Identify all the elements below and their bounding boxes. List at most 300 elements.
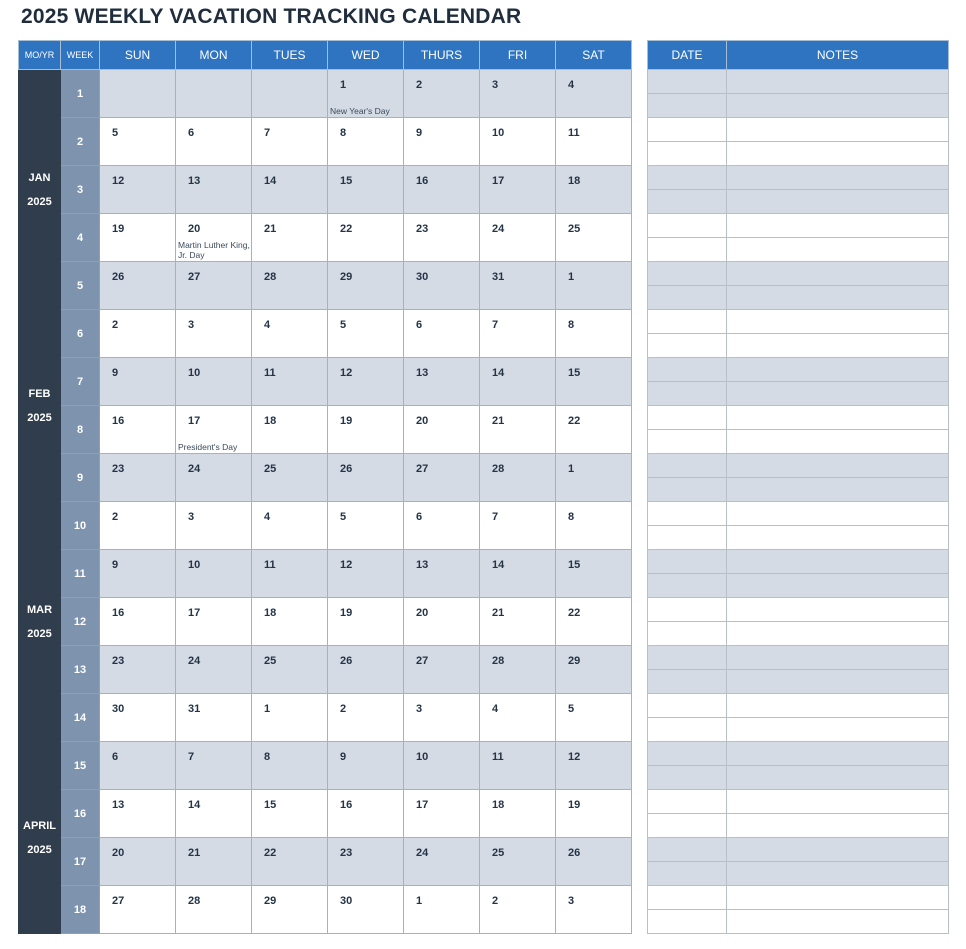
day-cell-fri[interactable] bbox=[480, 70, 556, 118]
day-cell-sun[interactable] bbox=[100, 166, 176, 214]
day-cell-sun[interactable] bbox=[100, 598, 176, 646]
day-number: 3 bbox=[188, 319, 195, 331]
week-number-cell: 4 bbox=[61, 214, 100, 262]
day-cell-sat[interactable] bbox=[556, 742, 632, 790]
day-number: 9 bbox=[340, 751, 347, 763]
notes-row bbox=[648, 910, 949, 934]
date-cell[interactable] bbox=[648, 358, 727, 382]
day-cell-sun[interactable] bbox=[100, 214, 176, 262]
date-cell[interactable] bbox=[648, 94, 727, 118]
day-cell-thurs[interactable] bbox=[404, 310, 480, 358]
date-cell[interactable] bbox=[648, 694, 727, 718]
day-cell-thurs[interactable] bbox=[404, 166, 480, 214]
notes-row bbox=[648, 334, 949, 358]
notes-row bbox=[648, 406, 949, 430]
day-cell-thurs[interactable] bbox=[404, 214, 480, 262]
day-number: 24 bbox=[188, 463, 201, 475]
day-number: 27 bbox=[112, 895, 125, 907]
day-cell-wed[interactable] bbox=[328, 118, 404, 166]
month-label-cell bbox=[19, 310, 61, 502]
notes-cell[interactable] bbox=[727, 502, 949, 526]
day-cell-thurs[interactable] bbox=[404, 742, 480, 790]
notes-row bbox=[648, 142, 949, 166]
day-cell-tues[interactable] bbox=[252, 790, 328, 838]
day-cell-tues[interactable] bbox=[252, 742, 328, 790]
day-number: 2 bbox=[112, 319, 119, 331]
day-cell-tues[interactable] bbox=[252, 118, 328, 166]
date-cell[interactable] bbox=[648, 526, 727, 550]
day-number: 3 bbox=[568, 895, 575, 907]
date-cell[interactable] bbox=[648, 382, 727, 406]
day-cell-fri[interactable] bbox=[480, 118, 556, 166]
day-number: 18 bbox=[264, 415, 277, 427]
day-cell-sun[interactable] bbox=[100, 118, 176, 166]
day-number: 26 bbox=[112, 271, 125, 283]
day-number: 2 bbox=[416, 79, 423, 91]
day-cell-tues[interactable] bbox=[252, 694, 328, 742]
day-number: 5 bbox=[340, 511, 347, 523]
notes-row bbox=[648, 382, 949, 406]
day-cell-sat[interactable] bbox=[556, 550, 632, 598]
notes-header: NOTES bbox=[727, 41, 949, 70]
day-number: 28 bbox=[188, 895, 201, 907]
day-cell-sun[interactable] bbox=[100, 70, 176, 118]
day-cell-thurs[interactable] bbox=[404, 406, 480, 454]
notes-cell[interactable] bbox=[727, 94, 949, 118]
month-name: MAR bbox=[26, 603, 53, 616]
day-number: 1 bbox=[264, 703, 271, 715]
notes-cell[interactable] bbox=[727, 358, 949, 382]
date-cell[interactable] bbox=[648, 598, 727, 622]
date-cell[interactable] bbox=[648, 334, 727, 358]
week-row bbox=[19, 118, 632, 166]
day-cell-thurs[interactable] bbox=[404, 694, 480, 742]
day-cell-mon[interactable] bbox=[176, 70, 252, 118]
day-number: 20 bbox=[416, 607, 429, 619]
day-number: 26 bbox=[340, 655, 353, 667]
date-cell[interactable] bbox=[648, 238, 727, 262]
day-number: 14 bbox=[492, 367, 505, 379]
date-cell[interactable] bbox=[648, 118, 727, 142]
date-cell[interactable] bbox=[648, 742, 727, 766]
day-cell-mon[interactable] bbox=[176, 838, 252, 886]
day-number: 19 bbox=[112, 223, 125, 235]
day-cell-fri[interactable] bbox=[480, 454, 556, 502]
day-cell-fri[interactable] bbox=[480, 838, 556, 886]
notes-cell[interactable] bbox=[727, 286, 949, 310]
week-row bbox=[19, 550, 632, 598]
day-number: 8 bbox=[340, 127, 347, 139]
day-cell-wed[interactable] bbox=[328, 550, 404, 598]
day-cell-sat[interactable] bbox=[556, 358, 632, 406]
day-cell-thurs[interactable] bbox=[404, 70, 480, 118]
notes-row bbox=[648, 790, 949, 814]
day-cell-mon[interactable] bbox=[176, 694, 252, 742]
date-cell[interactable] bbox=[648, 646, 727, 670]
notes-cell[interactable] bbox=[727, 790, 949, 814]
day-cell-thurs[interactable] bbox=[404, 358, 480, 406]
date-cell[interactable] bbox=[648, 910, 727, 934]
day-cell-mon[interactable] bbox=[176, 262, 252, 310]
day-cell-mon[interactable] bbox=[176, 598, 252, 646]
day-number: 23 bbox=[112, 655, 125, 667]
week-number-cell: 13 bbox=[61, 646, 100, 694]
vacation-calendar-table bbox=[18, 40, 632, 934]
day-cell-wed[interactable] bbox=[328, 310, 404, 358]
notes-row bbox=[648, 622, 949, 646]
notes-cell[interactable] bbox=[727, 478, 949, 502]
day-number: 7 bbox=[188, 751, 195, 763]
notes-cell[interactable] bbox=[727, 454, 949, 478]
day-cell-fri[interactable] bbox=[480, 550, 556, 598]
notes-cell[interactable] bbox=[727, 550, 949, 574]
day-number: 19 bbox=[568, 799, 581, 811]
day-number: 15 bbox=[568, 367, 581, 379]
day-cell-mon[interactable] bbox=[176, 358, 252, 406]
day-number: 18 bbox=[568, 175, 581, 187]
day-cell-sat[interactable] bbox=[556, 214, 632, 262]
day-cell-tues[interactable] bbox=[252, 70, 328, 118]
day-cell-fri[interactable] bbox=[480, 886, 556, 934]
sat-header: SAT bbox=[556, 41, 632, 70]
day-number: 15 bbox=[568, 559, 581, 571]
day-cell-sat[interactable] bbox=[556, 598, 632, 646]
day-cell-fri[interactable] bbox=[480, 262, 556, 310]
day-cell-tues[interactable] bbox=[252, 646, 328, 694]
day-cell-tues[interactable] bbox=[252, 550, 328, 598]
date-cell[interactable] bbox=[648, 478, 727, 502]
day-cell-sun[interactable] bbox=[100, 358, 176, 406]
day-cell-tues[interactable] bbox=[252, 262, 328, 310]
day-cell-mon[interactable] bbox=[176, 550, 252, 598]
day-cell-thurs[interactable] bbox=[404, 118, 480, 166]
day-number: 17 bbox=[188, 607, 201, 619]
day-number: 3 bbox=[492, 79, 499, 91]
day-cell-thurs[interactable] bbox=[404, 262, 480, 310]
day-number: 6 bbox=[416, 511, 423, 523]
day-cell-sun[interactable] bbox=[100, 646, 176, 694]
notes-cell[interactable] bbox=[727, 166, 949, 190]
date-cell[interactable] bbox=[648, 622, 727, 646]
day-cell-mon[interactable] bbox=[176, 886, 252, 934]
notes-cell[interactable] bbox=[727, 118, 949, 142]
date-cell[interactable] bbox=[648, 454, 727, 478]
day-number: 20 bbox=[188, 223, 201, 235]
notes-cell[interactable] bbox=[727, 334, 949, 358]
day-number: 20 bbox=[112, 847, 125, 859]
day-number: 7 bbox=[492, 511, 499, 523]
day-cell-tues[interactable] bbox=[252, 454, 328, 502]
day-number: 1 bbox=[568, 271, 575, 283]
day-cell-thurs[interactable] bbox=[404, 598, 480, 646]
notes-row bbox=[648, 886, 949, 910]
date-cell[interactable] bbox=[648, 286, 727, 310]
day-number: 21 bbox=[492, 415, 505, 427]
date-cell[interactable] bbox=[648, 862, 727, 886]
day-cell-thurs[interactable] bbox=[404, 454, 480, 502]
day-cell-sat[interactable] bbox=[556, 502, 632, 550]
day-cell-wed[interactable] bbox=[328, 406, 404, 454]
date-cell[interactable] bbox=[648, 814, 727, 838]
week-row bbox=[19, 70, 632, 118]
day-cell-sun[interactable] bbox=[100, 790, 176, 838]
date-cell[interactable] bbox=[648, 766, 727, 790]
day-number: 12 bbox=[340, 367, 353, 379]
day-cell-fri[interactable] bbox=[480, 406, 556, 454]
fri-header: FRI bbox=[480, 41, 556, 70]
date-cell[interactable] bbox=[648, 310, 727, 334]
notes-cell[interactable] bbox=[727, 430, 949, 454]
date-cell[interactable] bbox=[648, 262, 727, 286]
notes-cell[interactable] bbox=[727, 190, 949, 214]
notes-cell[interactable] bbox=[727, 262, 949, 286]
day-number: 2 bbox=[112, 511, 119, 523]
day-cell-fri[interactable] bbox=[480, 742, 556, 790]
day-cell-mon[interactable] bbox=[176, 790, 252, 838]
day-cell-fri[interactable] bbox=[480, 694, 556, 742]
notes-cell[interactable] bbox=[727, 238, 949, 262]
week-row bbox=[19, 166, 632, 214]
day-cell-mon[interactable] bbox=[176, 742, 252, 790]
date-cell[interactable] bbox=[648, 214, 727, 238]
day-number: 18 bbox=[492, 799, 505, 811]
day-cell-sat[interactable] bbox=[556, 262, 632, 310]
date-cell[interactable] bbox=[648, 190, 727, 214]
day-cell-tues[interactable] bbox=[252, 598, 328, 646]
day-cell-fri[interactable] bbox=[480, 598, 556, 646]
day-cell-sun[interactable] bbox=[100, 454, 176, 502]
day-cell-sun[interactable] bbox=[100, 550, 176, 598]
day-number: 26 bbox=[340, 463, 353, 475]
day-cell-sat[interactable] bbox=[556, 70, 632, 118]
day-cell-sat[interactable] bbox=[556, 838, 632, 886]
day-cell-sun[interactable] bbox=[100, 310, 176, 358]
notes-body bbox=[648, 70, 949, 934]
tues-header: TUES bbox=[252, 41, 328, 70]
day-number: 8 bbox=[568, 319, 575, 331]
day-number: 3 bbox=[188, 511, 195, 523]
week-number-cell: 5 bbox=[61, 262, 100, 310]
day-cell-mon[interactable] bbox=[176, 454, 252, 502]
day-number: 30 bbox=[112, 703, 125, 715]
notes-cell[interactable] bbox=[727, 766, 949, 790]
day-cell-wed[interactable] bbox=[328, 70, 404, 118]
day-cell-sun[interactable] bbox=[100, 502, 176, 550]
day-cell-wed[interactable] bbox=[328, 262, 404, 310]
date-cell[interactable] bbox=[648, 502, 727, 526]
day-number: 6 bbox=[112, 751, 119, 763]
day-cell-wed[interactable] bbox=[328, 502, 404, 550]
day-cell-tues[interactable] bbox=[252, 358, 328, 406]
notes-row bbox=[648, 718, 949, 742]
week-number-cell: 18 bbox=[61, 886, 100, 934]
day-cell-thurs[interactable] bbox=[404, 886, 480, 934]
notes-cell[interactable] bbox=[727, 574, 949, 598]
day-number: 14 bbox=[264, 175, 277, 187]
day-cell-wed[interactable] bbox=[328, 214, 404, 262]
day-cell-sun[interactable] bbox=[100, 262, 176, 310]
day-cell-fri[interactable] bbox=[480, 646, 556, 694]
day-number: 21 bbox=[264, 223, 277, 235]
day-cell-wed[interactable] bbox=[328, 886, 404, 934]
day-cell-wed[interactable] bbox=[328, 646, 404, 694]
notes-row bbox=[648, 478, 949, 502]
month-year: 2025 bbox=[27, 411, 52, 424]
notes-cell[interactable] bbox=[727, 142, 949, 166]
day-number: 2 bbox=[492, 895, 499, 907]
date-cell[interactable] bbox=[648, 406, 727, 430]
day-number: 14 bbox=[188, 799, 201, 811]
day-number: 11 bbox=[492, 751, 504, 763]
day-cell-fri[interactable] bbox=[480, 310, 556, 358]
day-cell-tues[interactable] bbox=[252, 214, 328, 262]
notes-cell[interactable] bbox=[727, 214, 949, 238]
notes-cell[interactable] bbox=[727, 670, 949, 694]
notes-row bbox=[648, 574, 949, 598]
day-number: 14 bbox=[492, 559, 505, 571]
day-number: 2 bbox=[340, 703, 347, 715]
wed-header: WED bbox=[328, 41, 404, 70]
day-cell-mon[interactable] bbox=[176, 166, 252, 214]
date-cell[interactable] bbox=[648, 790, 727, 814]
day-cell-fri[interactable] bbox=[480, 214, 556, 262]
day-cell-thurs[interactable] bbox=[404, 838, 480, 886]
day-cell-thurs[interactable] bbox=[404, 646, 480, 694]
day-cell-sat[interactable] bbox=[556, 406, 632, 454]
notes-cell[interactable] bbox=[727, 886, 949, 910]
day-cell-sun[interactable] bbox=[100, 694, 176, 742]
notes-cell[interactable] bbox=[727, 70, 949, 94]
date-cell[interactable] bbox=[648, 430, 727, 454]
day-cell-tues[interactable] bbox=[252, 166, 328, 214]
day-cell-mon[interactable] bbox=[176, 214, 252, 262]
day-cell-sun[interactable] bbox=[100, 742, 176, 790]
day-cell-mon[interactable] bbox=[176, 646, 252, 694]
day-cell-sat[interactable] bbox=[556, 118, 632, 166]
day-number: 24 bbox=[188, 655, 201, 667]
notes-cell[interactable] bbox=[727, 526, 949, 550]
notes-cell[interactable] bbox=[727, 838, 949, 862]
day-cell-sat[interactable] bbox=[556, 886, 632, 934]
notes-cell[interactable] bbox=[727, 742, 949, 766]
date-cell[interactable] bbox=[648, 166, 727, 190]
holiday-label: Martin Luther King, Jr. Day bbox=[178, 240, 250, 260]
day-cell-fri[interactable] bbox=[480, 790, 556, 838]
day-cell-fri[interactable] bbox=[480, 358, 556, 406]
notes-cell[interactable] bbox=[727, 622, 949, 646]
day-cell-sat[interactable] bbox=[556, 166, 632, 214]
notes-cell[interactable] bbox=[727, 382, 949, 406]
day-cell-sun[interactable] bbox=[100, 886, 176, 934]
day-cell-sat[interactable] bbox=[556, 454, 632, 502]
day-number: 16 bbox=[112, 415, 125, 427]
day-cell-mon[interactable] bbox=[176, 118, 252, 166]
day-cell-wed[interactable] bbox=[328, 598, 404, 646]
day-number: 25 bbox=[568, 223, 581, 235]
day-cell-mon[interactable] bbox=[176, 310, 252, 358]
day-cell-thurs[interactable] bbox=[404, 550, 480, 598]
day-cell-sat[interactable] bbox=[556, 790, 632, 838]
sun-header: SUN bbox=[100, 41, 176, 70]
day-number: 9 bbox=[112, 559, 119, 571]
notes-cell[interactable] bbox=[727, 694, 949, 718]
week-number-cell: 10 bbox=[61, 502, 100, 550]
notes-row bbox=[648, 262, 949, 286]
date-cell[interactable] bbox=[648, 142, 727, 166]
notes-row bbox=[648, 286, 949, 310]
day-cell-fri[interactable] bbox=[480, 166, 556, 214]
day-cell-wed[interactable] bbox=[328, 694, 404, 742]
day-number: 27 bbox=[188, 271, 201, 283]
day-number: 5 bbox=[112, 127, 119, 139]
day-cell-wed[interactable] bbox=[328, 358, 404, 406]
date-cell[interactable] bbox=[648, 70, 727, 94]
day-number: 13 bbox=[416, 367, 429, 379]
day-cell-sat[interactable] bbox=[556, 694, 632, 742]
date-cell[interactable] bbox=[648, 550, 727, 574]
day-cell-wed[interactable] bbox=[328, 166, 404, 214]
day-cell-sat[interactable] bbox=[556, 310, 632, 358]
notes-cell[interactable] bbox=[727, 814, 949, 838]
day-cell-thurs[interactable] bbox=[404, 790, 480, 838]
day-cell-tues[interactable] bbox=[252, 406, 328, 454]
week-number-cell: 6 bbox=[61, 310, 100, 358]
notes-cell[interactable] bbox=[727, 406, 949, 430]
notes-cell[interactable] bbox=[727, 598, 949, 622]
day-cell-wed[interactable] bbox=[328, 454, 404, 502]
week-row bbox=[19, 742, 632, 790]
notes-cell[interactable] bbox=[727, 646, 949, 670]
day-cell-tues[interactable] bbox=[252, 502, 328, 550]
date-cell[interactable] bbox=[648, 670, 727, 694]
notes-table bbox=[647, 40, 949, 934]
date-cell[interactable] bbox=[648, 574, 727, 598]
day-cell-sun[interactable] bbox=[100, 406, 176, 454]
calendar-header-row bbox=[19, 41, 632, 70]
day-number: 1 bbox=[568, 463, 575, 475]
month-year: 2025 bbox=[27, 195, 52, 208]
date-cell[interactable] bbox=[648, 838, 727, 862]
day-cell-wed[interactable] bbox=[328, 790, 404, 838]
day-cell-sun[interactable] bbox=[100, 838, 176, 886]
day-cell-wed[interactable] bbox=[328, 742, 404, 790]
day-cell-fri[interactable] bbox=[480, 502, 556, 550]
notes-header-row bbox=[648, 41, 949, 70]
day-cell-thurs[interactable] bbox=[404, 502, 480, 550]
day-cell-wed[interactable] bbox=[328, 838, 404, 886]
day-number: 11 bbox=[264, 559, 276, 571]
notes-cell[interactable] bbox=[727, 910, 949, 934]
notes-cell[interactable] bbox=[727, 310, 949, 334]
day-cell-tues[interactable] bbox=[252, 886, 328, 934]
date-cell[interactable] bbox=[648, 886, 727, 910]
day-number: 1 bbox=[416, 895, 423, 907]
day-cell-mon[interactable] bbox=[176, 406, 252, 454]
notes-cell[interactable] bbox=[727, 862, 949, 886]
day-cell-tues[interactable] bbox=[252, 310, 328, 358]
date-cell[interactable] bbox=[648, 718, 727, 742]
notes-cell[interactable] bbox=[727, 718, 949, 742]
week-row bbox=[19, 358, 632, 406]
day-cell-mon[interactable] bbox=[176, 502, 252, 550]
week-number-cell: 9 bbox=[61, 454, 100, 502]
day-number: 7 bbox=[264, 127, 271, 139]
day-cell-sat[interactable] bbox=[556, 646, 632, 694]
day-number: 22 bbox=[568, 415, 581, 427]
day-cell-tues[interactable] bbox=[252, 838, 328, 886]
mo-yr-header: MO/YR bbox=[19, 41, 61, 70]
notes-row bbox=[648, 118, 949, 142]
